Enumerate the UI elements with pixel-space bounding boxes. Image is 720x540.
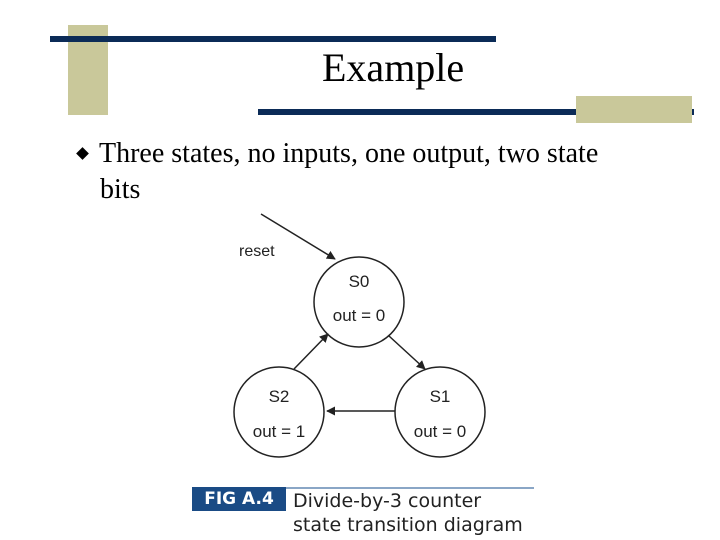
figure-caption-line1: Divide-by-3 counter	[293, 490, 482, 512]
state-s0-circle	[314, 257, 404, 347]
slide-title: Example	[322, 45, 465, 90]
figure-caption	[293, 489, 553, 537]
state-s0	[314, 257, 404, 347]
state-s0-name: S0	[348, 272, 370, 291]
figure-label: FIG A.4	[192, 487, 286, 511]
reset-label: reset	[239, 243, 275, 260]
bullet-text-line2: bits	[100, 174, 141, 205]
state-s2-name: S2	[268, 387, 290, 406]
bullet-text-line1: Three states, no inputs, one output, two state	[99, 138, 599, 169]
state-s1	[395, 367, 485, 457]
state-s0-output: out = 0	[332, 306, 386, 325]
state-s1-output: out = 0	[413, 422, 467, 441]
state-s2-output: out = 1	[252, 422, 306, 441]
state-s1-name: S1	[429, 387, 451, 406]
transition-s0-to-s1	[389, 336, 425, 369]
state-s2-circle	[234, 367, 324, 457]
transition-s2-to-s0	[294, 334, 328, 369]
state-s2	[234, 367, 324, 457]
figure-caption-line2: state transition diagram	[293, 514, 523, 536]
state-s1-circle	[395, 367, 485, 457]
